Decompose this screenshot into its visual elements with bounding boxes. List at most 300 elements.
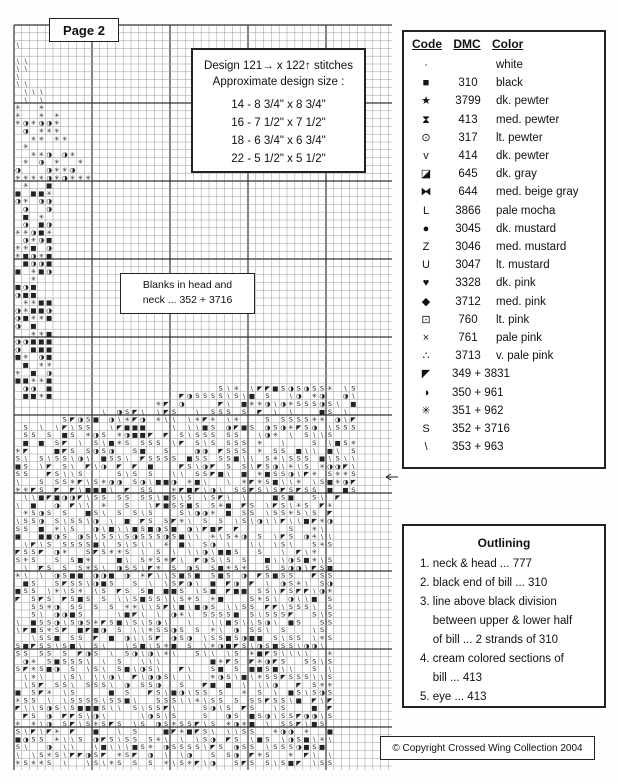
stitch-symbol: ✳ (186, 758, 193, 767)
stitch-symbol: ■ (14, 189, 21, 198)
legend-row (404, 365, 604, 383)
stitch-symbol: ◤ (46, 462, 52, 471)
stitch-symbol: \ (102, 407, 105, 416)
stitch-symbol: ✳ (77, 587, 84, 596)
stitch-symbol: S (288, 532, 293, 541)
stitch-symbol: \ (289, 649, 293, 658)
stitch-symbol: S (54, 439, 59, 447)
stitch-symbol: S (234, 649, 239, 658)
stitch-symbol: \ (320, 673, 324, 681)
stitch-symbol: \ (219, 626, 222, 635)
stitch-symbol: \ (149, 501, 152, 510)
stitch-symbol: S (312, 485, 317, 494)
stitch-symbol: S (148, 509, 153, 518)
outlining-line: 4. cream colored sections of (420, 653, 564, 665)
stitch-symbol: S (273, 485, 278, 494)
stitch-symbol: ✳ (147, 556, 154, 564)
stitch-symbol: ◤ (202, 524, 208, 533)
stitch-symbol: \ (63, 524, 66, 533)
legend-color-name: white (496, 59, 523, 71)
stitch-symbol: ■ (170, 641, 177, 650)
stitch-symbol: S (327, 400, 332, 408)
stitch-symbol: ✳ (38, 392, 45, 401)
stitch-symbol: ✳ (46, 626, 52, 635)
stitch-symbol: ✳ (85, 556, 91, 564)
stitch-symbol: ✳ (22, 556, 29, 564)
stitch-symbol: \ (328, 439, 332, 447)
stitch-symbol: S (265, 462, 270, 471)
stitch-symbol: S (210, 407, 215, 416)
stitch-symbol: ✳ (319, 462, 325, 471)
stitch-symbol: \ (86, 501, 90, 510)
stitch-symbol: ◤ (31, 485, 36, 494)
stitch-symbol: S (101, 493, 106, 502)
stitch-symbol: ■ (38, 524, 45, 533)
stitch-symbol: ◑ (15, 306, 21, 315)
stitch-symbol: ◤ (46, 470, 52, 479)
stitch-symbol: S (132, 470, 137, 479)
stitch-symbol: \ (297, 641, 300, 650)
stitch-symbol: S (78, 423, 83, 432)
stitch-symbol: S (327, 571, 332, 580)
legend-row (404, 147, 604, 165)
stitch-symbol: ◑ (288, 384, 294, 393)
stitch-symbol: ■ (22, 361, 29, 369)
stitch-symbol: S (148, 735, 153, 744)
stitch-symbol: S (93, 649, 98, 658)
stitch-symbol: S (148, 517, 153, 525)
stitch-symbol: ✳ (30, 719, 37, 728)
stitch-symbol: \ (141, 634, 144, 642)
outlining-line: 2. black end of bill ... 310 (420, 577, 548, 589)
stitch-symbol: S (101, 431, 106, 440)
stitch-symbol: ◑ (46, 173, 52, 182)
stitch-symbol: ■ (100, 454, 107, 463)
stitch-symbol: \ (79, 501, 82, 510)
stitch-symbol: S (101, 446, 106, 455)
stitch-symbol: ◑ (163, 532, 169, 541)
stitch-symbol: ◤ (70, 751, 75, 759)
stitch-symbol: ■ (30, 618, 37, 627)
stitch-symbol: S (210, 439, 215, 447)
stitch-symbol: ✳ (93, 719, 99, 728)
stitch-symbol: ◤ (257, 407, 263, 416)
stitch-symbol: S (23, 423, 28, 432)
stitch-symbol: S (70, 673, 75, 681)
outlining-box (402, 524, 606, 708)
stitch-symbol: S (210, 423, 215, 432)
stitch-symbol: ✳ (288, 509, 294, 518)
stitch-symbol: S (39, 478, 44, 486)
stitch-symbol: \ (297, 649, 300, 658)
legend-dmc: 310 (458, 77, 478, 90)
stitch-symbol: ◤ (15, 595, 21, 603)
stitch-symbol: S (62, 680, 67, 689)
stitch-symbol: \ (203, 696, 207, 705)
stitch-symbol: S (132, 446, 137, 455)
stitch-symbol: ■ (69, 610, 76, 619)
stitch-symbol: \ (141, 407, 144, 416)
stitch-symbol: ◑ (334, 462, 341, 471)
stitch-symbol: ■ (186, 454, 193, 463)
stitch-symbol: ✳ (15, 446, 21, 455)
stitch-symbol: ✳ (46, 189, 52, 198)
legend-dmc: 3866 (455, 204, 481, 217)
stitch-symbol: S (273, 673, 278, 681)
stitch-symbol: S (304, 485, 309, 494)
stitch-symbol: S (109, 602, 114, 611)
stitch-symbol: ✳ (311, 392, 318, 401)
stitch-symbol: S (312, 439, 317, 447)
stitch-symbol: ✳ (54, 735, 60, 744)
stitch-symbol: S (47, 641, 52, 650)
stitch-symbol: ◑ (233, 719, 240, 728)
stitch-symbol: S (70, 595, 75, 603)
stitch-symbol: S (312, 743, 317, 752)
stitch-symbol: ✳ (38, 150, 45, 159)
stitch-symbol: S (132, 735, 137, 744)
legend-row (404, 402, 604, 420)
stitch-symbol: S (54, 517, 59, 525)
stitch-symbol: ✳ (163, 758, 169, 767)
stitch-symbol: S (249, 610, 254, 619)
stitch-symbol: S (265, 587, 270, 596)
stitch-symbol: \ (274, 532, 277, 541)
stitch-symbol: ✳ (77, 158, 84, 167)
stitch-symbol: S (78, 712, 83, 720)
stitch-symbol: \ (289, 392, 293, 401)
stitch-symbol: S (171, 743, 176, 752)
stitch-symbol: ◑ (61, 610, 68, 619)
stitch-symbol: ✳ (108, 548, 115, 557)
stitch-symbol: \ (227, 415, 230, 424)
stitch-symbol: S (288, 712, 293, 720)
half-square-icon: ◪ (420, 168, 432, 181)
stitch-symbol: ◑ (303, 712, 310, 720)
stitch-symbol: S (226, 704, 231, 713)
stitch-symbol: ✳ (327, 501, 333, 510)
stitch-symbol: ■ (38, 228, 45, 237)
stitch-symbol: ◑ (108, 478, 115, 486)
stitch-symbol: ◤ (218, 400, 224, 408)
stitch-symbol: ◑ (217, 673, 224, 681)
stitch-symbol: \ (24, 563, 27, 572)
stitch-symbol: ◑ (61, 150, 68, 159)
half-circle-icon: ◑ (422, 386, 430, 399)
stitch-symbol: ✳ (30, 236, 37, 245)
stitch-symbol: S (93, 493, 98, 502)
legend-dmc: 760 (458, 313, 478, 326)
stitch-symbol: ◑ (15, 166, 21, 174)
stitch-symbol: S (327, 618, 332, 627)
stitch-symbol: S (351, 485, 356, 494)
stitch-symbol: \ (274, 540, 277, 549)
stitch-symbol: \ (274, 712, 277, 720)
stitch-symbol: ◑ (147, 712, 154, 720)
stitch-symbol: \ (188, 688, 191, 697)
stitch-symbol: S (187, 493, 192, 502)
stitch-symbol: ◤ (23, 665, 29, 674)
stitch-symbol: \ (219, 532, 222, 541)
stitch-symbol: ■ (256, 735, 263, 744)
stitch-symbol: S (54, 704, 59, 713)
stitch-symbol: ■ (287, 618, 294, 627)
stitch-symbol: ◤ (171, 727, 177, 736)
stitch-symbol: ■ (30, 345, 37, 354)
stitch-symbol: \ (164, 579, 168, 588)
stitch-symbol: ■ (147, 462, 154, 471)
stitch-symbol: \ (172, 415, 176, 424)
stitch-symbol: ◤ (265, 384, 270, 393)
stitch-symbol: \ (24, 680, 27, 689)
stitch-symbol: S (171, 454, 176, 463)
stitch-symbol: ◑ (288, 556, 294, 564)
stitch-symbol: S (265, 673, 270, 681)
stitch-symbol: ◤ (163, 704, 169, 713)
stitch-symbol: \ (196, 524, 199, 533)
stitch-symbol: ✳ (225, 719, 232, 728)
stitch-symbol: S (140, 532, 145, 541)
stitch-symbol: \ (266, 743, 269, 752)
stitch-symbol: ◤ (257, 571, 263, 580)
stitch-symbol: S (70, 688, 75, 697)
stitch-symbol: S (257, 618, 262, 627)
stitch-symbol: \ (313, 751, 316, 759)
stitch-symbol: \ (16, 501, 20, 510)
stitch-symbol: \ (281, 602, 285, 611)
stitch-symbol: ◤ (233, 524, 239, 533)
stitch-symbol: S (273, 696, 278, 705)
stitch-symbol: ◑ (233, 751, 240, 759)
stitch-symbol: S (343, 423, 348, 432)
stitch-symbol: ✳ (241, 563, 247, 572)
stitch-symbol: \ (274, 618, 277, 627)
stitch-symbol: ■ (139, 595, 146, 603)
stitch-symbol: \ (157, 571, 160, 580)
stitch-symbol: ◤ (226, 657, 231, 666)
stitch-symbol: S (327, 673, 332, 681)
stitch-symbol: ◑ (22, 220, 29, 229)
stitch-symbol: \ (281, 665, 285, 674)
stitch-symbol: S (281, 696, 286, 705)
stitch-symbol: ◑ (288, 735, 294, 744)
stitch-symbol: ✳ (186, 478, 193, 486)
design-size-row: 14 - 8 3/4" x 8 3/4" (231, 99, 326, 111)
stitch-symbol: ■ (256, 634, 263, 642)
stitch-symbol: S (265, 610, 270, 619)
stitch-symbol: S (78, 634, 83, 642)
stitch-symbol: ✳ (295, 579, 302, 588)
stitch-symbol: ◑ (186, 524, 193, 533)
stitch-symbol: ✳ (15, 111, 21, 120)
stitch-symbol: ✳ (163, 540, 169, 549)
stitch-symbol: S (218, 392, 223, 401)
stitch-symbol: ■ (14, 283, 21, 291)
stitch-symbol: \ (266, 579, 269, 588)
stitch-symbol: ◑ (46, 166, 52, 174)
stitch-symbol: S (164, 719, 169, 728)
stitch-symbol: \ (149, 657, 152, 666)
legend-header-code: Code (412, 37, 442, 51)
stitch-symbol: ✳ (38, 376, 45, 385)
stitch-symbol: S (249, 626, 254, 635)
stitch-symbol: ■ (163, 501, 170, 510)
stitch-symbol: ✳ (319, 540, 325, 549)
stitch-symbol: ■ (108, 688, 115, 697)
blanks-note-box (120, 273, 255, 314)
stitch-symbol: \ (164, 688, 168, 697)
stitch-symbol: ◤ (210, 470, 216, 479)
stitch-symbol: S (140, 556, 145, 564)
outlining-line: 1. neck & head ... 777 (420, 558, 532, 570)
stitch-symbol: S (304, 462, 309, 471)
legend-dmc: 317 (458, 131, 478, 144)
stitch-symbol: ◤ (202, 680, 208, 689)
stitch-symbol: \ (250, 454, 254, 463)
design-size-row: 18 - 6 3/4" x 6 3/4" (231, 135, 326, 147)
stitch-symbol: \ (149, 540, 152, 549)
stitch-symbol: ■ (22, 314, 29, 323)
stitch-symbol: \ (203, 634, 207, 642)
stitch-symbol: \ (180, 470, 183, 479)
stitch-symbol: S (296, 556, 301, 564)
stitch-symbol: S (304, 431, 309, 440)
stitch-symbol: \ (118, 595, 121, 603)
stitch-symbol: \ (344, 384, 347, 393)
stitch-symbol: S (265, 751, 270, 759)
stitch-symbol: ■ (264, 556, 271, 564)
stitch-symbol: ◑ (46, 244, 52, 252)
stitch-symbol: ◤ (304, 470, 309, 479)
stitch-symbol: ■ (38, 306, 45, 315)
stitch-symbol: ◤ (210, 462, 216, 471)
stitch-symbol: ◤ (265, 696, 270, 705)
stitch-symbol: ■ (272, 384, 279, 393)
stitch-symbol: ✳ (124, 415, 130, 424)
stitch-symbol: S (312, 680, 317, 689)
stitch-symbol: ■ (85, 509, 92, 518)
stitch-symbol: S (117, 719, 122, 728)
stitch-symbol: ◑ (319, 587, 325, 596)
stitch-symbol: \ (328, 735, 332, 744)
stitch-symbol: S (62, 478, 67, 486)
stitch-symbol: S (296, 509, 301, 518)
stitch-symbol: S (242, 462, 247, 471)
stitch-symbol: ■ (131, 524, 138, 533)
stitch-symbol: \ (24, 540, 27, 549)
stitch-symbol: ◑ (15, 314, 21, 323)
stitch-symbol: S (327, 758, 332, 767)
stitch-symbol: ✳ (30, 329, 37, 338)
stitch-symbol: ✳ (210, 532, 216, 541)
legend-color-name: med. mustard (496, 241, 567, 253)
stitch-symbol: ◑ (311, 712, 318, 720)
stitch-symbol: S (86, 423, 91, 432)
stitch-symbol: S (171, 712, 176, 720)
stitch-symbol: \ (141, 657, 144, 666)
stitch-symbol: ◤ (241, 758, 247, 767)
legend-color-name: med. pewter (496, 113, 560, 126)
stitch-symbol: ◑ (38, 119, 45, 128)
design-size-row: 16 - 7 1/2" x 7 1/2" (231, 117, 326, 129)
stitch-symbol: S (210, 751, 215, 759)
stitch-symbol: \ (172, 758, 176, 767)
stitch-symbol: S (31, 579, 36, 588)
stitch-symbol: ◤ (194, 758, 200, 767)
stitch-symbol: ◑ (38, 509, 45, 518)
stitch-symbol: ■ (30, 322, 37, 330)
legend-dmc: 414 (458, 150, 478, 162)
stitch-symbol: ◤ (249, 478, 255, 486)
stitch-symbol: ◑ (22, 127, 29, 135)
stitch-symbol: S (296, 673, 301, 681)
stitch-symbol: ✳ (256, 751, 263, 759)
stitch-symbol: S (226, 673, 231, 681)
stitch-symbol: ◤ (296, 548, 302, 557)
stitch-symbol: S (78, 563, 83, 572)
stitch-symbol: ◑ (210, 735, 216, 744)
stitch-symbol: \ (313, 634, 316, 642)
legend-header-color: Color (492, 37, 524, 51)
three-dots-icon: ∴ (422, 350, 430, 363)
stitch-symbol: ■ (100, 743, 107, 752)
stitch-symbol: \ (102, 641, 105, 650)
stitch-symbol: ✳ (327, 384, 333, 393)
stitch-symbol: ■ (131, 431, 138, 440)
stitch-symbol: ✳ (22, 181, 29, 190)
stitch-symbol: ■ (38, 439, 45, 447)
stitch-symbol: S (125, 735, 130, 744)
stitch-symbol: ■ (131, 423, 138, 432)
stitch-symbol: S (86, 548, 91, 557)
stitch-symbol: ✳ (38, 361, 45, 369)
stitch-symbol: ◑ (124, 571, 130, 580)
stitch-symbol: S (234, 712, 239, 720)
stitch-symbol: \ (274, 688, 277, 697)
stitch-symbol: \ (196, 587, 199, 596)
stitch-symbol: \ (266, 501, 269, 510)
stitch-symbol: \ (289, 665, 293, 674)
stitch-symbol: S (273, 509, 278, 518)
legend-row (404, 220, 604, 238)
stitch-symbol: \ (188, 431, 191, 440)
stitch-symbol: S (320, 571, 325, 580)
stitch-symbol: S (265, 392, 270, 401)
stitch-symbol: \ (79, 485, 82, 494)
legend-blend: 353 + 963 (452, 441, 504, 454)
stitch-symbol: \ (110, 680, 113, 689)
stitch-symbol: \ (274, 556, 277, 564)
stitch-symbol: ✳ (350, 439, 357, 447)
stitch-symbol: ✳ (194, 696, 201, 705)
stitch-symbol: \ (141, 509, 144, 518)
stitch-symbol: \ (203, 649, 207, 658)
stitch-symbol: ◤ (233, 423, 239, 432)
stitch-symbol: \ (305, 649, 308, 658)
stitch-symbol: ◤ (171, 517, 177, 525)
stitch-symbol: S (187, 641, 192, 650)
stitch-symbol: \ (219, 704, 222, 713)
stitch-symbol: \ (305, 446, 308, 455)
stitch-symbol: S (39, 751, 44, 759)
stitch-symbol: ◑ (139, 478, 146, 486)
stitch-symbol: ✳ (303, 727, 310, 736)
stitch-symbol: S (125, 501, 130, 510)
stitch-symbol: S (70, 618, 75, 627)
stitch-symbol: \ (47, 454, 51, 463)
stitch-symbol: ◑ (155, 719, 162, 728)
stitch-symbol: ✳ (288, 462, 294, 471)
